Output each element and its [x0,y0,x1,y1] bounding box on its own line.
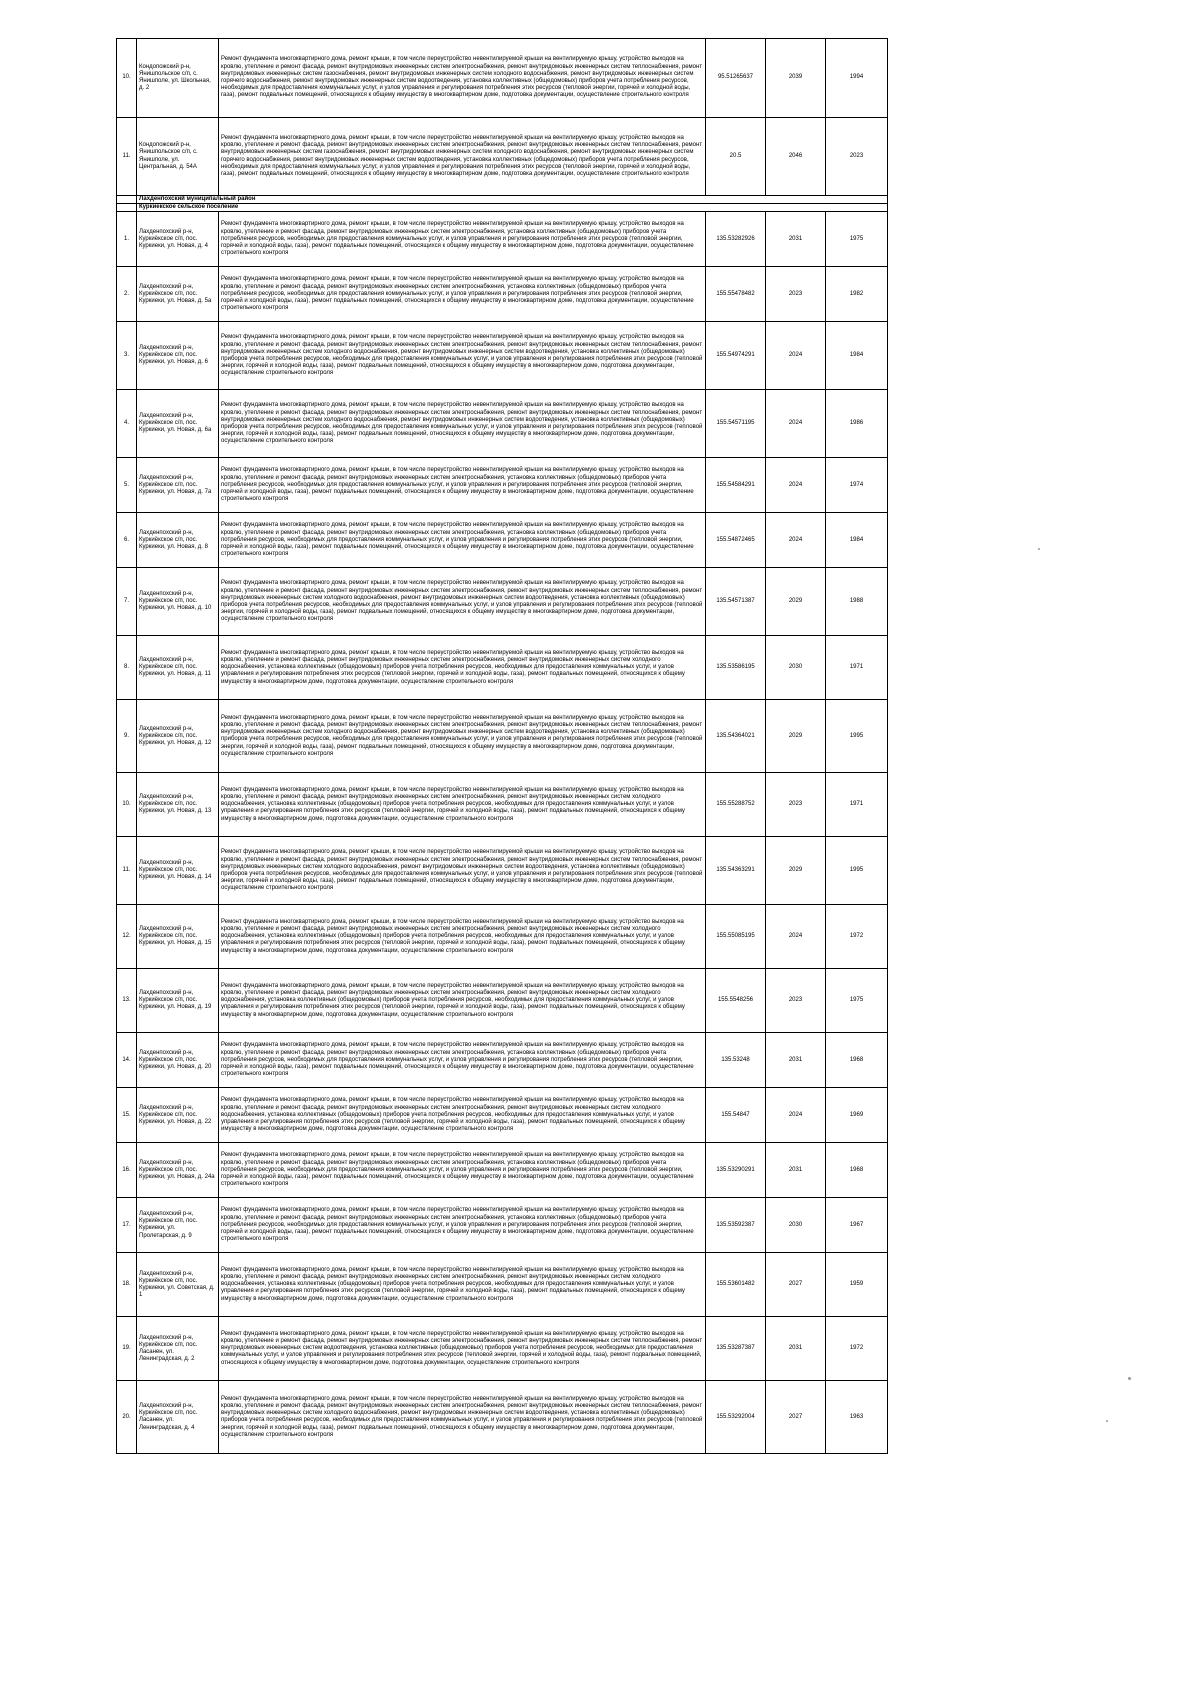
row-address: Лахденпохский р-н, Куркиёкское с/п, пос. Куркиеки, ул. Новая, д. 7а [137,458,219,513]
row-built-year: 1994 [826,39,888,118]
row-work-list: Ремонт фундамента многоквартирного дома, ремонт крыши, в том числе переустройство невентилируемой крыши на вентилируемую крышу, устройство выходов на кровлю, утепление и ремонт фасада, ремонт внутридомовых инженерных систем электроснабжения, ремонт внутридомовых инженерных систем холодного водоснабжения, установка коллективных (общедомовых) приборов учета потребления ресурсов, необходимых для предоставления коммунальных услуг, и узлов управления и регулирования потребления этих ресурсов (тепловой энергии, горячей и холодной воды, газа), ремонт подвальных помещений, относящихся к общему имуществу в многоквартирном доме, подготовка документации, осуществление строительного контроля [219,773,706,837]
row-address: Лахденпохский р-н, Куркиёкское с/п, пос. Куркиеки, ул. Советская, д. 1 [137,1253,219,1317]
table-row [117,1198,888,1253]
row-built-year: 1968 [826,1143,888,1198]
row-work-list: Ремонт фундамента многоквартирного дома, ремонт крыши, в том числе переустройство невентилируемой крыши на вентилируемую крышу, устройство выходов на кровлю, утепление и ремонт фасада, ремонт внутридомовых инженерных систем электроснабжения, установка коллективных (общедомовых) приборов учета потребления ресурсов, необходимых для предоставления коммунальных услуг, и узлов управления и регулирования потребления этих ресурсов (тепловой энергии, горячей и холодной воды, газа), ремонт подвальных помещений, относящихся к общему имуществу в многоквартирном доме, подготовка документации, осуществление строительного контроля [219,458,706,513]
row-number: 17. [117,1198,137,1253]
row-built-year: 1974 [826,458,888,513]
row-built-year: 1959 [826,1253,888,1317]
district-heading: Лахденпохский муниципальный район [137,196,888,204]
row-address: Лахденпохский р-н, Куркиёкское с/п, пос. Куркиеки, ул. Новая, д. 14 [137,837,219,905]
row-planned-year: 2024 [766,905,826,969]
settlement-heading-row [117,204,888,212]
row-number: 7. [117,568,137,636]
table-row [117,267,888,322]
row-planned-year: 2023 [766,773,826,837]
row-area-value: 155.54872465 [706,513,766,568]
row-planned-year: 2029 [766,837,826,905]
row-number: 11. [117,837,137,905]
row-number: 18. [117,1253,137,1317]
row-built-year: 1971 [826,636,888,700]
table-row [117,773,888,837]
row-planned-year: 2031 [766,1033,826,1088]
row-address: Лахденпохский р-н, Куркиёкское с/п, пос. Куркиеки, ул. Новая, д. 8 [137,513,219,568]
row-number: 19. [117,1317,137,1381]
row-number: 9. [117,700,137,773]
row-address: Кондопожский р-н, Янишпольское с/п, с. Янишполе, ул. Школьная, д. 2 [137,39,219,118]
row-built-year: 1971 [826,773,888,837]
row-address: Лахденпохский р-н, Куркиёкское с/п, пос. Куркиеки, ул. Новая, д. 11 [137,636,219,700]
row-area-value: 155.55478482 [706,267,766,322]
row-planned-year: 2031 [766,212,826,267]
row-planned-year: 2046 [766,118,826,196]
row-address: Лахденпохский р-н, Куркиёкское с/п, пос. Куркиеки, ул. Новая, д. 20 [137,1033,219,1088]
row-planned-year: 2027 [766,1253,826,1317]
row-address: Кондопожский р-н, Янишпольское с/п, с. Янишполе, ул. Центральная, д. 54А [137,118,219,196]
row-number: 4. [117,390,137,458]
row-work-list: Ремонт фундамента многоквартирного дома, ремонт крыши, в том числе переустройство невентилируемой крыши на вентилируемую крышу, устройство выходов на кровлю, утепление и ремонт фасада, ремонт внутридомовых инженерных систем электроснабжения, ремонт внутридомовых инженерных систем теплоснабжения, ремонт внутридомовых инженерных систем водоотведения, установка коллективных (общедомовых) приборов учета потребления ресурсов, необходимых для предоставления коммунальных услуг, и узлов управления и регулирования потребления этих ресурсов (тепловой энергии, горячей и холодной воды, газа), ремонт подвальных помещений, относящихся к общему имуществу в многоквартирном доме, подготовка документации, осуществление строительного контроля [219,1317,706,1381]
row-work-list: Ремонт фундамента многоквартирного дома, ремонт крыши, в том числе переустройство невентилируемой крыши на вентилируемую крышу, устройство выходов на кровлю, утепление и ремонт фасада, ремонт внутридомовых инженерных систем электроснабжения, ремонт внутридомовых инженерных систем теплоснабжения, ремонт внутридомовых инженерных систем холодного водоснабжения, ремонт внутридомовых инженерных систем водоотведения, установка коллективных (общедомовых) приборов учета потребления ресурсов, необходимых для предоставления коммунальных услуг, и узлов управления и регулирования потребления этих ресурсов (тепловой энергии, горячей и холодной воды, газа), ремонт подвальных помещений, относящихся к общему имуществу в многоквартирном доме, подготовка документации, осуществление строительного контроля [219,1381,706,1454]
table-row [117,1317,888,1381]
row-area-value: 155.53292004 [706,1381,766,1454]
row-area-value: 155.53601482 [706,1253,766,1317]
row-work-list: Ремонт фундамента многоквартирного дома, ремонт крыши, в том числе переустройство невентилируемой крыши на вентилируемую крышу, устройство выходов на кровлю, утепление и ремонт фасада, ремонт внутридомовых инженерных систем электроснабжения, установка коллективных (общедомовых) приборов учета потребления ресурсов, необходимых для предоставления коммунальных услуг, и узлов управления и регулирования потребления этих ресурсов (тепловой энергии, горячей и холодной воды, газа), ремонт подвальных помещений, относящихся к общему имуществу в многоквартирном доме, подготовка документации, осуществление строительного контроля [219,1143,706,1198]
row-area-value: 95.51265637 [706,39,766,118]
table-row [117,1088,888,1143]
row-area-value: 135.54571387 [706,568,766,636]
row-planned-year: 2030 [766,636,826,700]
district-heading-row [117,196,888,204]
row-work-list: Ремонт фундамента многоквартирного дома, ремонт крыши, в том числе переустройство невентилируемой крыши на вентилируемую крышу, устройство выходов на кровлю, утепление и ремонт фасада, ремонт внутридомовых инженерных систем электроснабжения, установка коллективных (общедомовых) приборов учета потребления ресурсов, необходимых для предоставления коммунальных услуг, и узлов управления и регулирования потребления этих ресурсов (тепловой энергии, горячей и холодной воды, газа), ремонт подвальных помещений, относящихся к общему имуществу в многоквартирном доме, подготовка документации, осуществление строительного контроля [219,513,706,568]
table-row [117,636,888,700]
row-number: 13. [117,969,137,1033]
row-address: Лахденпохский р-н, Куркиёкское с/п, пос. Куркиеки, ул. Новая, д. 15 [137,905,219,969]
row-area-value: 135.53287387 [706,1317,766,1381]
row-area-value: 135.53290291 [706,1143,766,1198]
row-address: Лахденпохский р-н, Куркиёкское с/п, пос. Куркиеки, ул. Новая, д. 13 [137,773,219,837]
section-spacer [117,196,137,204]
row-work-list: Ремонт фундамента многоквартирного дома, ремонт крыши, в том числе переустройство невентилируемой крыши на вентилируемую крышу, устройство выходов на кровлю, утепление и ремонт фасада, ремонт внутридомовых инженерных систем электроснабжения, ремонт внутридомовых инженерных систем холодного водоснабжения, установка коллективных (общедомовых) приборов учета потребления ресурсов, необходимых для предоставления коммунальных услуг, и узлов управления и регулирования потребления этих ресурсов (тепловой энергии, горячей и холодной воды, газа), ремонт подвальных помещений, относящихся к общему имуществу в многоквартирном доме, подготовка документации, осуществление строительного контроля [219,905,706,969]
row-planned-year: 2031 [766,1317,826,1381]
row-number: 10. [117,773,137,837]
table-row [117,905,888,969]
row-planned-year: 2039 [766,39,826,118]
row-address: Лахденпохский р-н, Куркиёкское с/п, пос. Ласанен, ул. Ленинградская, д. 4 [137,1381,219,1454]
row-number: 6. [117,513,137,568]
row-number: 8. [117,636,137,700]
row-address: Лахденпохский р-н, Куркиёкское с/п, пос. Куркиеки, ул. Пролетарская, д. 9 [137,1198,219,1253]
row-work-list: Ремонт фундамента многоквартирного дома, ремонт крыши, в том числе переустройство невентилируемой крыши на вентилируемую крышу, устройство выходов на кровлю, утепление и ремонт фасада, ремонт внутридомовых инженерных систем электроснабжения, ремонт внутридомовых инженерных систем холодного водоснабжения, установка коллективных (общедомовых) приборов учета потребления ресурсов, необходимых для предоставления коммунальных услуг, и узлов управления и регулирования потребления этих ресурсов (тепловой энергии, горячей и холодной воды, газа), ремонт подвальных помещений, относящихся к общему имуществу в многоквартирном доме, подготовка документации, осуществление строительного контроля [219,1253,706,1317]
table-row [117,118,888,196]
row-planned-year: 2029 [766,700,826,773]
scan-dot [1106,1420,1108,1422]
row-number: 15. [117,1088,137,1143]
row-work-list: Ремонт фундамента многоквартирного дома, ремонт крыши, в том числе переустройство невентилируемой крыши на вентилируемую крышу, устройство выходов на кровлю, утепление и ремонт фасада, ремонт внутридомовых инженерных систем электроснабжения, ремонт внутридомовых инженерных систем теплоснабжения, ремонт внутридомовых инженерных систем газоснабжения, ремонт внутридомовых инженерных систем холодного водоснабжения, ремонт внутридомовых инженерных систем горячего водоснабжения, ремонт внутридомовых инженерных систем водоотведения, установка коллективных (общедомовых) приборов учета потребления ресурсов, необходимых для предоставления коммунальных услуг, и узлов управления и регулирования потребления этих ресурсов (тепловой энергии, горячей и холодной воды, газа), ремонт подвальных помещений, относящихся к общему имуществу в многоквартирном доме, подготовка документации, осуществление строительного контроля [219,39,706,118]
row-work-list: Ремонт фундамента многоквартирного дома, ремонт крыши, в том числе переустройство невентилируемой крыши на вентилируемую крышу, устройство выходов на кровлю, утепление и ремонт фасада, ремонт внутридомовых инженерных систем электроснабжения, ремонт внутридомовых инженерных систем теплоснабжения, ремонт внутридомовых инженерных систем газоснабжения, ремонт внутридомовых инженерных систем холодного водоснабжения, ремонт внутридомовых инженерных систем горячего водоснабжения, ремонт внутридомовых инженерных систем водоотведения, установка коллективных (общедомовых) приборов учета потребления ресурсов, необходимых для предоставления коммунальных услуг, и узлов управления и регулирования потребления этих ресурсов (тепловой энергии, горячей и холодной воды, газа), ремонт подвальных помещений, относящихся к общему имуществу в многоквартирном доме, подготовка документации, осуществление строительного контроля [219,118,706,196]
row-work-list: Ремонт фундамента многоквартирного дома, ремонт крыши, в том числе переустройство невентилируемой крыши на вентилируемую крышу, устройство выходов на кровлю, утепление и ремонт фасада, ремонт внутридомовых инженерных систем электроснабжения, ремонт внутридомовых инженерных систем холодного водоснабжения, установка коллективных (общедомовых) приборов учета потребления ресурсов, необходимых для предоставления коммунальных услуг, и узлов управления и регулирования потребления этих ресурсов (тепловой энергии, горячей и холодной воды, газа), ремонт подвальных помещений, относящихся к общему имуществу в многоквартирном доме, подготовка документации, осуществление строительного контроля [219,636,706,700]
table-row [117,568,888,636]
scan-dot [1128,1377,1131,1380]
table-row [117,837,888,905]
row-address: Лахденпохский р-н, Куркиёкское с/п, пос. Куркиеки, ул. Новая, д. 10 [137,568,219,636]
row-work-list: Ремонт фундамента многоквартирного дома, ремонт крыши, в том числе переустройство невентилируемой крыши на вентилируемую крышу, устройство выходов на кровлю, утепление и ремонт фасада, ремонт внутридомовых инженерных систем электроснабжения, ремонт внутридомовых инженерных систем теплоснабжения, ремонт внутридомовых инженерных систем холодного водоснабжения, ремонт внутридомовых инженерных систем водоотведения, установка коллективных (общедомовых) приборов учета потребления ресурсов, необходимых для предоставления коммунальных услуг, и узлов управления и регулирования потребления этих ресурсов (тепловой энергии, горячей и холодной воды, газа), ремонт подвальных помещений, относящихся к общему имуществу в многоквартирном доме, подготовка документации, осуществление строительного контроля [219,322,706,390]
row-area-value: 155.55085195 [706,905,766,969]
row-planned-year: 2031 [766,1143,826,1198]
row-planned-year: 2024 [766,458,826,513]
row-work-list: Ремонт фундамента многоквартирного дома, ремонт крыши, в том числе переустройство невентилируемой крыши на вентилируемую крышу, устройство выходов на кровлю, утепление и ремонт фасада, ремонт внутридомовых инженерных систем электроснабжения, установка коллективных (общедомовых) приборов учета потребления ресурсов, необходимых для предоставления коммунальных услуг, и узлов управления и регулирования потребления этих ресурсов (тепловой энергии, горячей и холодной воды, газа), ремонт подвальных помещений, относящихся к общему имуществу в многоквартирном доме, подготовка документации, осуществление строительного контроля [219,1033,706,1088]
scan-dot [1038,548,1040,550]
row-work-list: Ремонт фундамента многоквартирного дома, ремонт крыши, в том числе переустройство невентилируемой крыши на вентилируемую крышу, устройство выходов на кровлю, утепление и ремонт фасада, ремонт внутридомовых инженерных систем электроснабжения, ремонт внутридомовых инженерных систем теплоснабжения, ремонт внутридомовых инженерных систем холодного водоснабжения, ремонт внутридомовых инженерных систем водоотведения, установка коллективных (общедомовых) приборов учета потребления ресурсов, необходимых для предоставления коммунальных услуг, и узлов управления и регулирования потребления этих ресурсов (тепловой энергии, горячей и холодной воды, газа), ремонт подвальных помещений, относящихся к общему имуществу в многоквартирном доме, подготовка документации, осуществление строительного контроля [219,837,706,905]
table-row [117,39,888,118]
row-area-value: 135.53248 [706,1033,766,1088]
table-row [117,969,888,1033]
row-number: 3. [117,322,137,390]
row-planned-year: 2024 [766,1088,826,1143]
row-address: Лахденпохский р-н, Куркиёкское с/п, пос. Куркиеки, ул. Новая, д. 22 [137,1088,219,1143]
row-area-value: 155.5548256 [706,969,766,1033]
row-built-year: 1972 [826,1317,888,1381]
row-planned-year: 2023 [766,969,826,1033]
row-planned-year: 2030 [766,1198,826,1253]
row-area-value: 155.55288752 [706,773,766,837]
row-number: 10. [117,39,137,118]
row-address: Лахденпохский р-н, Куркиёкское с/п, пос. Куркиеки, ул. Новая, д. 5а [137,267,219,322]
row-built-year: 1967 [826,1198,888,1253]
row-work-list: Ремонт фундамента многоквартирного дома, ремонт крыши, в том числе переустройство невентилируемой крыши на вентилируемую крышу, устройство выходов на кровлю, утепление и ремонт фасада, ремонт внутридомовых инженерных систем электроснабжения, установка коллективных (общедомовых) приборов учета потребления ресурсов, необходимых для предоставления коммунальных услуг, и узлов управления и регулирования потребления этих ресурсов (тепловой энергии, горячей и холодной воды, газа), ремонт подвальных помещений, относящихся к общему имуществу в многоквартирном доме, подготовка документации, осуществление строительного контроля [219,1198,706,1253]
row-address: Лахденпохский р-н, Куркиёкское с/п, пос. Куркиеки, ул. Новая, д. 19 [137,969,219,1033]
row-planned-year: 2027 [766,1381,826,1454]
row-built-year: 1982 [826,267,888,322]
row-number: 1. [117,212,137,267]
row-work-list: Ремонт фундамента многоквартирного дома, ремонт крыши, в том числе переустройство невентилируемой крыши на вентилируемую крышу, устройство выходов на кровлю, утепление и ремонт фасада, ремонт внутридомовых инженерных систем электроснабжения, ремонт внутридомовых инженерных систем теплоснабжения, ремонт внутридомовых инженерных систем холодного водоснабжения, ремонт внутридомовых инженерных систем водоотведения, установка коллективных (общедомовых) приборов учета потребления ресурсов, необходимых для предоставления коммунальных услуг, и узлов управления и регулирования потребления этих ресурсов (тепловой энергии, горячей и холодной воды, газа), ремонт подвальных помещений, относящихся к общему имуществу в многоквартирном доме, подготовка документации, осуществление строительного контроля [219,390,706,458]
row-area-value: 135.53282926 [706,212,766,267]
row-built-year: 1984 [826,513,888,568]
row-built-year: 1969 [826,1088,888,1143]
row-area-value: 155.54847 [706,1088,766,1143]
capital-repair-table [116,38,888,1454]
row-planned-year: 2029 [766,568,826,636]
row-work-list: Ремонт фундамента многоквартирного дома, ремонт крыши, в том числе переустройство невентилируемой крыши на вентилируемую крышу, устройство выходов на кровлю, утепление и ремонт фасада, ремонт внутридомовых инженерных систем электроснабжения, ремонт внутридомовых инженерных систем холодного водоснабжения, установка коллективных (общедомовых) приборов учета потребления ресурсов, необходимых для предоставления коммунальных услуг, и узлов управления и регулирования потребления этих ресурсов (тепловой энергии, горячей и холодной воды, газа), ремонт подвальных помещений, относящихся к общему имуществу в многоквартирном доме, подготовка документации, осуществление строительного контроля [219,1088,706,1143]
row-address: Лахденпохский р-н, Куркиёкское с/п, пос. Куркиеки, ул. Новая, д. 4 [137,212,219,267]
table-row [117,1143,888,1198]
row-address: Лахденпохский р-н, Куркиёкское с/п, пос. Куркиеки, ул. Новая, д. 6а [137,390,219,458]
row-planned-year: 2024 [766,513,826,568]
row-planned-year: 2024 [766,322,826,390]
row-address: Лахденпохский р-н, Куркиёкское с/п, пос. Куркиеки, ул. Новая, д. 6 [137,322,219,390]
table-row [117,1381,888,1454]
row-area-value: 20.5 [706,118,766,196]
table-row [117,212,888,267]
row-area-value: 155.54974291 [706,322,766,390]
row-built-year: 1972 [826,905,888,969]
row-area-value: 135.54363291 [706,837,766,905]
row-number: 12. [117,905,137,969]
row-built-year: 1995 [826,837,888,905]
row-built-year: 1984 [826,322,888,390]
row-address: Лахденпохский р-н, Куркиёкское с/п, пос. Ласанен, ул. Ленинградская, д. 2 [137,1317,219,1381]
table-row [117,700,888,773]
table-row [117,1253,888,1317]
row-built-year: 1968 [826,1033,888,1088]
row-area-value: 135.53586195 [706,636,766,700]
row-work-list: Ремонт фундамента многоквартирного дома, ремонт крыши, в том числе переустройство невентилируемой крыши на вентилируемую крышу, устройство выходов на кровлю, утепление и ремонт фасада, ремонт внутридомовых инженерных систем электроснабжения, ремонт внутридомовых инженерных систем теплоснабжения, ремонт внутридомовых инженерных систем холодного водоснабжения, ремонт внутридомовых инженерных систем водоотведения, установка коллективных (общедомовых) приборов учета потребления ресурсов, необходимых для предоставления коммунальных услуг, и узлов управления и регулирования потребления этих ресурсов (тепловой энергии, горячей и холодной воды, газа), ремонт подвальных помещений, относящихся к общему имуществу в многоквартирном доме, подготовка документации, осуществление строительного контроля [219,568,706,636]
settlement-heading: Куркиекское сельское поселение [137,204,888,212]
row-area-value: 135.53592387 [706,1198,766,1253]
row-area-value: 155.54571195 [706,390,766,458]
row-address: Лахденпохский р-н, Куркиёкское с/п, пос. Куркиеки, ул. Новая, д. 12 [137,700,219,773]
row-work-list: Ремонт фундамента многоквартирного дома, ремонт крыши, в том числе переустройство невентилируемой крыши на вентилируемую крышу, устройство выходов на кровлю, утепление и ремонт фасада, ремонт внутридомовых инженерных систем электроснабжения, ремонт внутридомовых инженерных систем теплоснабжения, ремонт внутридомовых инженерных систем холодного водоснабжения, ремонт внутридомовых инженерных систем водоотведения, установка коллективных (общедомовых) приборов учета потребления ресурсов, необходимых для предоставления коммунальных услуг, и узлов управления и регулирования потребления этих ресурсов (тепловой энергии, горячей и холодной воды, газа), ремонт подвальных помещений, относящихся к общему имуществу в многоквартирном доме, подготовка документации, осуществление строительного контроля [219,700,706,773]
table-row [117,322,888,390]
row-number: 16. [117,1143,137,1198]
row-number: 14. [117,1033,137,1088]
row-work-list: Ремонт фундамента многоквартирного дома, ремонт крыши, в том числе переустройство невентилируемой крыши на вентилируемую крышу, устройство выходов на кровлю, утепление и ремонт фасада, ремонт внутридомовых инженерных систем электроснабжения, установка коллективных (общедомовых) приборов учета потребления ресурсов, необходимых для предоставления коммунальных услуг, и узлов управления и регулирования потребления этих ресурсов (тепловой энергии, горячей и холодной воды, газа), ремонт подвальных помещений, относящихся к общему имуществу в многоквартирном доме, подготовка документации, осуществление строительного контроля [219,267,706,322]
row-built-year: 1995 [826,700,888,773]
row-planned-year: 2023 [766,267,826,322]
table-row [117,458,888,513]
row-number: 5. [117,458,137,513]
row-built-year: 1963 [826,1381,888,1454]
row-work-list: Ремонт фундамента многоквартирного дома, ремонт крыши, в том числе переустройство невентилируемой крыши на вентилируемую крышу, устройство выходов на кровлю, утепление и ремонт фасада, ремонт внутридомовых инженерных систем электроснабжения, установка коллективных (общедомовых) приборов учета потребления ресурсов, необходимых для предоставления коммунальных услуг, и узлов управления и регулирования потребления этих ресурсов (тепловой энергии, горячей и холодной воды, газа), ремонт подвальных помещений, относящихся к общему имуществу в многоквартирном доме, подготовка документации, осуществление строительного контроля [219,212,706,267]
row-number: 2. [117,267,137,322]
row-built-year: 2023 [826,118,888,196]
table-body [117,39,888,1454]
row-planned-year: 2024 [766,390,826,458]
table-row [117,390,888,458]
table-row [117,1033,888,1088]
row-built-year: 1975 [826,212,888,267]
row-area-value: 155.54584291 [706,458,766,513]
row-area-value: 135.54364021 [706,700,766,773]
row-number: 11. [117,118,137,196]
row-address: Лахденпохский р-н, Куркиёкское с/п, пос. Куркиеки, ул. Новая, д. 24а [137,1143,219,1198]
row-built-year: 1975 [826,969,888,1033]
document-page [116,38,887,1454]
section-spacer [117,204,137,212]
row-built-year: 1986 [826,390,888,458]
row-built-year: 1988 [826,568,888,636]
table-row [117,513,888,568]
row-number: 20. [117,1381,137,1454]
row-work-list: Ремонт фундамента многоквартирного дома, ремонт крыши, в том числе переустройство невентилируемой крыши на вентилируемую крышу, устройство выходов на кровлю, утепление и ремонт фасада, ремонт внутридомовых инженерных систем электроснабжения, ремонт внутридомовых инженерных систем холодного водоснабжения, установка коллективных (общедомовых) приборов учета потребления ресурсов, необходимых для предоставления коммунальных услуг, и узлов управления и регулирования потребления этих ресурсов (тепловой энергии, горячей и холодной воды, газа), ремонт подвальных помещений, относящихся к общему имуществу в многоквартирном доме, подготовка документации, осуществление строительного контроля [219,969,706,1033]
